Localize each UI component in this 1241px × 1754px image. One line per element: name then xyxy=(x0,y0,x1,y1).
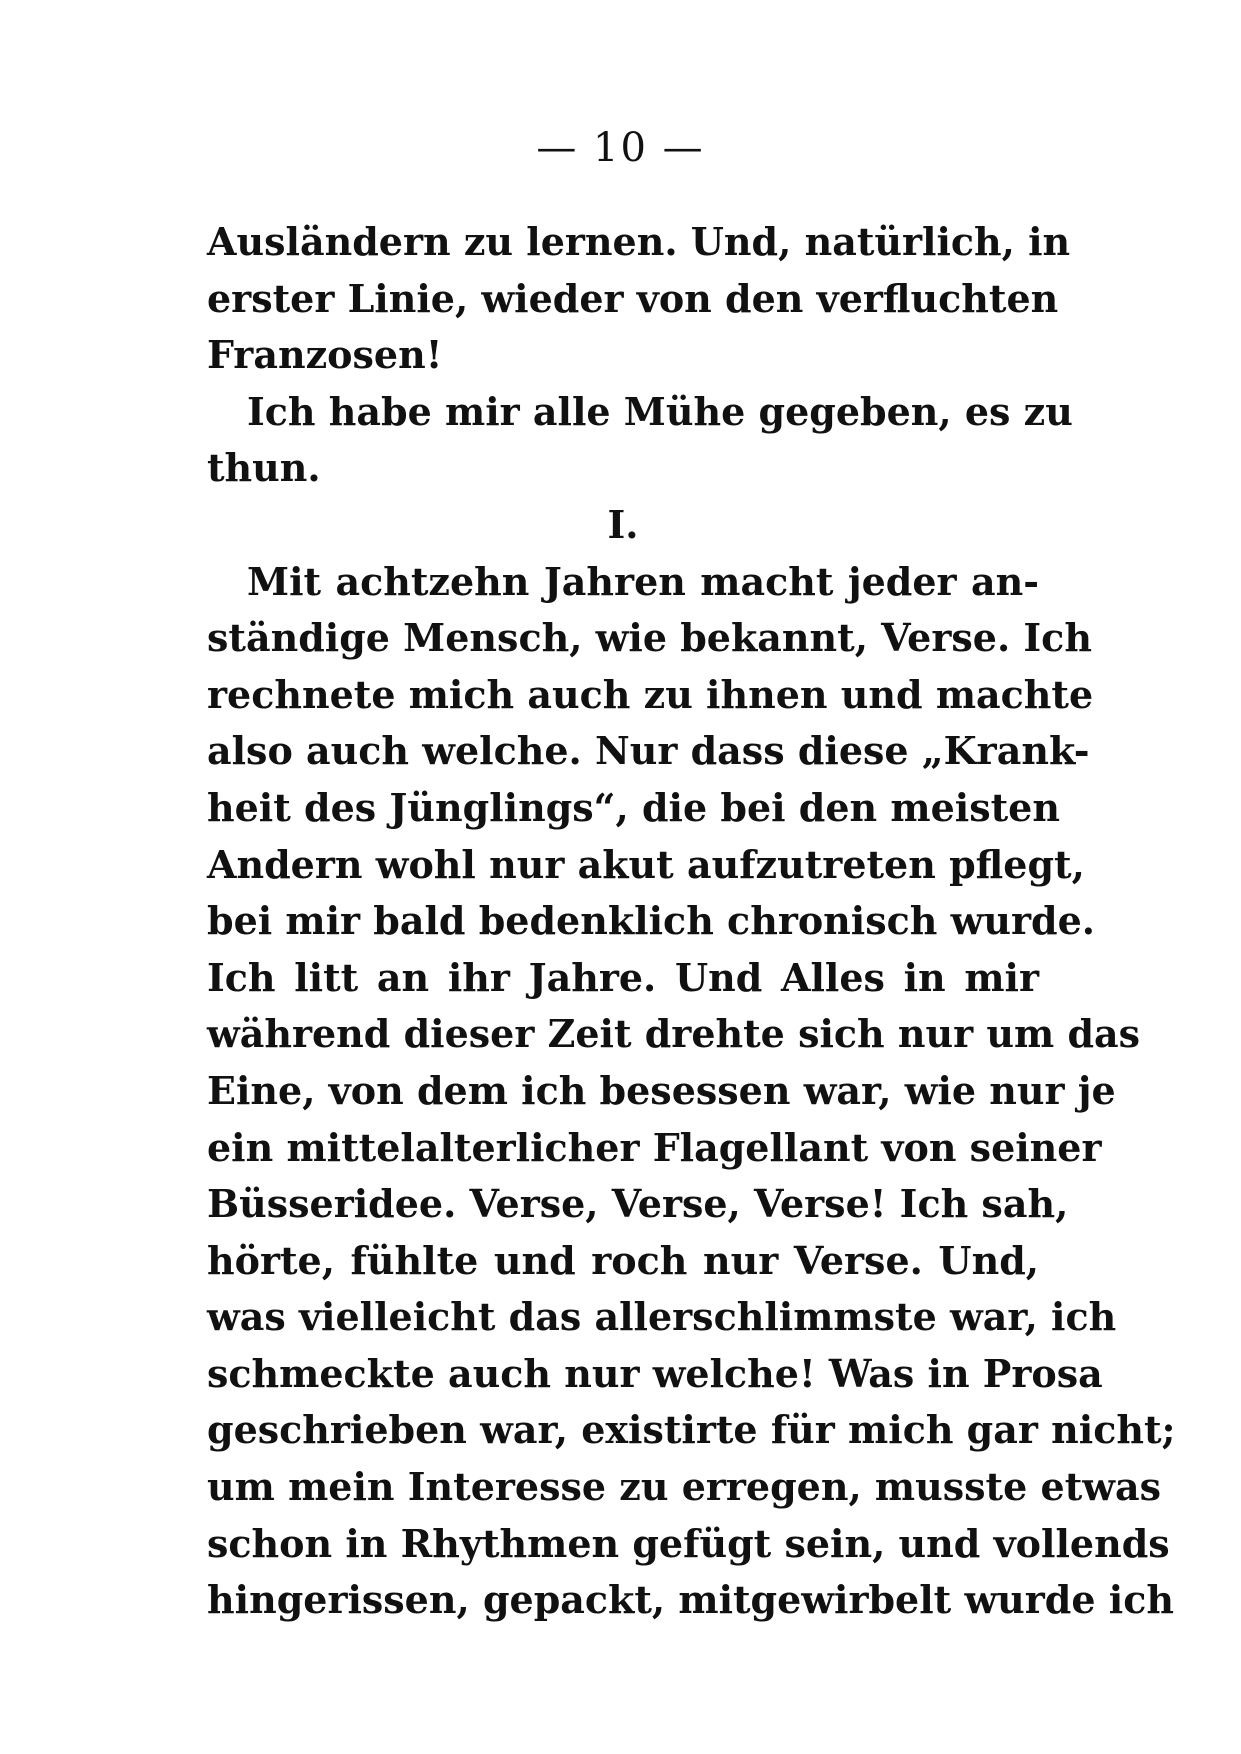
text-line: heit des Jünglings“, die bei den meisten xyxy=(207,784,1060,830)
text-line: bei mir bald bedenklich chronisch wurde. xyxy=(207,898,1095,944)
text-line: was vielleicht das allerschlimmste war, ich xyxy=(207,1294,1117,1340)
text-line: ständige Mensch, wie bekannt, Verse. Ich xyxy=(207,615,1092,661)
text-line: um mein Interesse zu erregen, musste etwas xyxy=(207,1464,1161,1510)
text-line: Büsseridee. Verse, Verse, Verse! Ich sah, xyxy=(207,1181,1069,1227)
text-line: Franzosen! xyxy=(207,332,443,378)
text-line: Ich habe mir alle Mühe gegeben, es zu xyxy=(247,388,1073,434)
text-line: ein mittelalterlicher Flagellant von seiner xyxy=(207,1124,1102,1170)
text-line: Ich litt an ihr Jahre. Und Alles in mir xyxy=(207,954,1039,1000)
text-line: thun. xyxy=(207,445,321,491)
text-line: Andern wohl nur akut aufzutreten pflegt, xyxy=(207,841,1085,887)
body-text xyxy=(207,214,1176,1629)
text-line: rechnete mich auch zu ihnen und machte xyxy=(207,671,1094,717)
text-line: Eine, von dem ich besessen war, wie nur je xyxy=(207,1067,1116,1113)
text-line: während dieser Zeit drehte sich nur um das xyxy=(207,1011,1141,1057)
page-number: — 10 — xyxy=(536,125,705,171)
text-line: schon in Rhythmen gefügt sein, und vollends xyxy=(207,1520,1170,1566)
text-line: geschrieben war, existirte für mich gar nicht; xyxy=(207,1407,1176,1453)
text-line: Ausländern zu lernen. Und, natürlich, in xyxy=(207,219,1071,264)
text-line: also auch welche. Nur dass diese „Krank- xyxy=(207,728,1090,774)
text-line: erster Linie, wieder von den verfluchten xyxy=(207,275,1059,321)
text-line: schmeckte auch nur welche! Was in Prosa xyxy=(207,1350,1103,1396)
text-line: hingerissen, gepackt, mitgewirbelt wurde ich xyxy=(207,1577,1174,1623)
text-line: hörte, fühlte und roch nur Verse. Und, xyxy=(207,1237,1039,1283)
text-line: Mit achtzehn Jahren macht jeder an- xyxy=(247,558,1039,604)
section-heading: I. xyxy=(607,501,639,547)
